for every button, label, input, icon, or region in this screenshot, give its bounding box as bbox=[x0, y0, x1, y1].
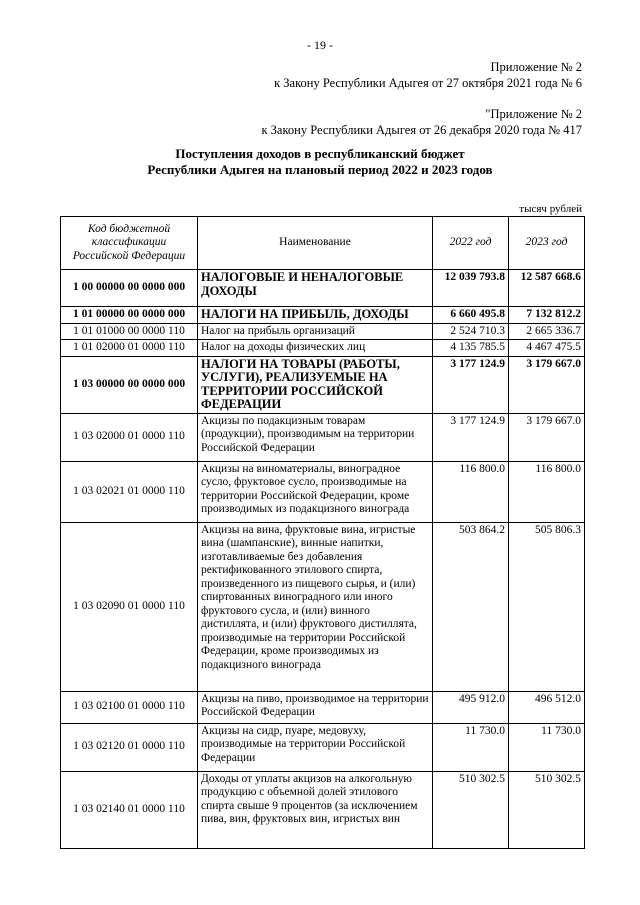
row-name: НАЛОГИ НА ТОВАРЫ (РАБОТЫ, УСЛУГИ), РЕАЛИЗУЕМЫЕ НА ТЕРРИТОРИИ РОССИЙСКОЙ ФЕДЕРАЦИИ bbox=[198, 356, 433, 413]
attachment-line-1: Приложение № 2 bbox=[490, 60, 582, 74]
row-name: Доходы от уплаты акцизов на алкогольную продукцию с объемной долей этилового спирта свыше 9 процентов (за исключением пива, вин, фруктовых вин, игристых вин bbox=[198, 771, 433, 848]
row-value-2022: 6 660 495.8 bbox=[433, 307, 509, 324]
row-name: Акцизы на сидр, пуаре, медовуху, производимые на территории Российской Федерации bbox=[198, 723, 433, 771]
table-row bbox=[61, 356, 585, 413]
table-row bbox=[61, 723, 585, 771]
row-value-2022: 3 177 124.9 bbox=[433, 356, 509, 413]
row-code: 1 03 02140 01 0000 110 bbox=[61, 771, 198, 848]
table-row bbox=[61, 307, 585, 324]
row-name: Акцизы на вина, фруктовые вина, игристые вина (шампанские), винные напитки, изготавливаемые без добавления ректификованного этилового спирта, произведенного из пищевого сырья, и (или) спиртованных виноградного или иного фруктового сусла, и (или) винного дистиллята, и (или) фруктового дистиллята, производимые на территории Российской Федерации, кроме производимых из подакцизного винограда bbox=[198, 522, 433, 691]
row-code: 1 03 02100 01 0000 110 bbox=[61, 691, 198, 723]
row-value-2022: 4 135 785.5 bbox=[433, 340, 509, 357]
row-code: 1 00 00000 00 0000 000 bbox=[61, 270, 198, 307]
units-label: тысяч рублей bbox=[519, 203, 582, 215]
row-value-2022: 2 524 710.3 bbox=[433, 323, 509, 340]
row-code: 1 03 02000 01 0000 110 bbox=[61, 413, 198, 461]
revenue-table bbox=[60, 216, 585, 849]
row-code: 1 03 02090 01 0000 110 bbox=[61, 522, 198, 691]
row-value-2022: 12 039 793.8 bbox=[433, 270, 509, 307]
row-code: 1 01 00000 00 0000 000 bbox=[61, 307, 198, 324]
document-title-line-1: Поступления доходов в республиканский бюджет bbox=[175, 146, 465, 161]
row-code: 1 01 01000 00 0000 110 bbox=[61, 323, 198, 340]
row-value-2022: 510 302.5 bbox=[433, 771, 509, 848]
header-2022: 2022 год bbox=[433, 217, 509, 270]
row-name: Налог на прибыль организаций bbox=[198, 323, 433, 340]
row-value-2023: 3 179 667.0 bbox=[509, 356, 585, 413]
table-row bbox=[61, 691, 585, 723]
row-value-2022: 503 864.2 bbox=[433, 522, 509, 691]
document-title-line-2: Республики Адыгея на плановый период 2022 и 2023 годов bbox=[147, 162, 493, 177]
row-code: 1 03 00000 00 0000 000 bbox=[61, 356, 198, 413]
row-value-2022: 3 177 124.9 bbox=[433, 413, 509, 461]
row-name: Налог на доходы физических лиц bbox=[198, 340, 433, 357]
table-row bbox=[61, 771, 585, 848]
table-header-row bbox=[61, 217, 585, 270]
page-number: - 19 - bbox=[307, 38, 333, 52]
table-row bbox=[61, 461, 585, 522]
table-row bbox=[61, 413, 585, 461]
row-value-2023: 12 587 668.6 bbox=[509, 270, 585, 307]
header-name: Наименование bbox=[198, 217, 433, 270]
table-row bbox=[61, 323, 585, 340]
table-row bbox=[61, 270, 585, 307]
row-name: Акцизы на виноматериалы, виноградное сусло, фруктовое сусло, производимые на территории Российской Федерации, кроме производимых из подакцизного винограда bbox=[198, 461, 433, 522]
row-value-2023: 496 512.0 bbox=[509, 691, 585, 723]
row-value-2023: 510 302.5 bbox=[509, 771, 585, 848]
attachment-line-3: "Приложение № 2 bbox=[485, 107, 582, 121]
row-value-2023: 7 132 812.2 bbox=[509, 307, 585, 324]
row-name: НАЛОГОВЫЕ И НЕНАЛОГОВЫЕ ДОХОДЫ bbox=[198, 270, 433, 307]
row-code: 1 03 02021 01 0000 110 bbox=[61, 461, 198, 522]
row-value-2023: 4 467 475.5 bbox=[509, 340, 585, 357]
row-value-2023: 3 179 667.0 bbox=[509, 413, 585, 461]
header-2023: 2023 год bbox=[509, 217, 585, 270]
row-value-2022: 495 912.0 bbox=[433, 691, 509, 723]
row-value-2022: 11 730.0 bbox=[433, 723, 509, 771]
attachment-line-4: к Закону Республики Адыгея от 26 декабря 2020 года № 417 bbox=[261, 123, 582, 137]
row-value-2022: 116 800.0 bbox=[433, 461, 509, 522]
row-value-2023: 116 800.0 bbox=[509, 461, 585, 522]
row-name: Акцизы по подакцизным товарам (продукции), производимым на территории Российской Федерации bbox=[198, 413, 433, 461]
table-row bbox=[61, 340, 585, 357]
row-value-2023: 11 730.0 bbox=[509, 723, 585, 771]
attachment-line-2: к Закону Республики Адыгея от 27 октября 2021 года № 6 bbox=[274, 76, 582, 90]
header-code: Код бюджетной классификации Российской Федерации bbox=[61, 217, 198, 270]
table-row bbox=[61, 522, 585, 691]
row-value-2023: 2 665 336.7 bbox=[509, 323, 585, 340]
row-value-2023: 505 806.3 bbox=[509, 522, 585, 691]
row-name: Акцизы на пиво, производимое на территории Российской Федерации bbox=[198, 691, 433, 723]
row-code: 1 01 02000 01 0000 110 bbox=[61, 340, 198, 357]
row-name: НАЛОГИ НА ПРИБЫЛЬ, ДОХОДЫ bbox=[198, 307, 433, 324]
row-code: 1 03 02120 01 0000 110 bbox=[61, 723, 198, 771]
